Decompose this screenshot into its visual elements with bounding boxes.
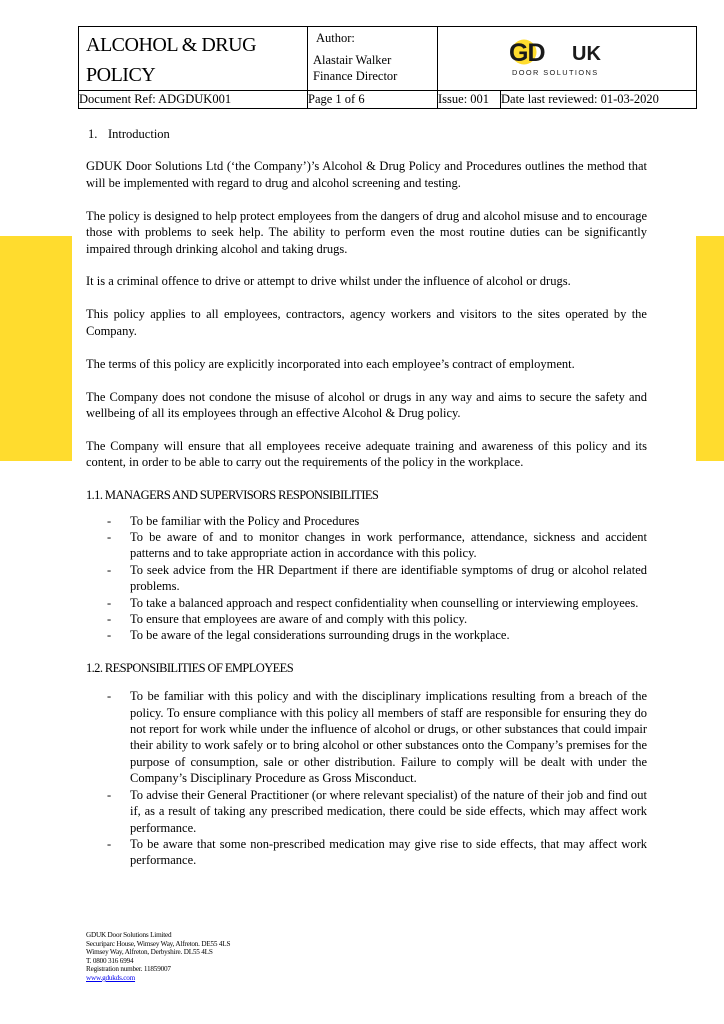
list-dash: - bbox=[107, 612, 112, 627]
list-item-text: To advise their General Practitioner (or where relevant specialist) of the nature of their job and find out if, as a result of taking any prescribed medication, there could be side effects, which may affect work performance. bbox=[130, 787, 647, 835]
title-line-1: ALCOHOL & DRUG bbox=[86, 34, 257, 56]
list-item-text: To be aware that some non-prescribed medication may give rise to side effects, that may affect work performance. bbox=[130, 836, 647, 868]
list-dash: - bbox=[107, 562, 112, 577]
list-item-text: To take a balanced approach and respect confidentiality when counselling or interviewing employees. bbox=[130, 595, 639, 610]
list-dash: - bbox=[107, 530, 112, 544]
list-item-text: To be familiar with this policy and with the disciplinary implications resulting from a breach of the policy. To ensure compliance with this policy all members of staff are responsible for ensuring they do not report for work while under the influence of alcohol or drugs, or other substances that could impair their ability to work safely or to bring alcohol or other substances onto the Company’s premises for the purpose of consumption, sale or other distribution. Failure to comply will be dealt with under the Company’s Disciplinary Procedure as Gross Misconduct. bbox=[130, 689, 647, 786]
list-item bbox=[86, 688, 647, 786]
author-name: Alastair Walker bbox=[313, 53, 392, 67]
managers-responsibilities-list bbox=[86, 513, 647, 644]
page-number: Page 1 of 6 bbox=[308, 91, 438, 109]
intro-paragraph: The terms of this policy are explicitly incorporated into each employee’s contract of employment. bbox=[86, 356, 575, 371]
intro-paragraph: This policy applies to all employees, contractors, agency workers and visitors to the sites operated by the Company. bbox=[86, 307, 647, 338]
list-item bbox=[86, 611, 647, 627]
list-dash: - bbox=[107, 836, 112, 851]
list-item bbox=[86, 562, 647, 595]
list-item-text: To be aware of and to monitor changes in work performance, attendance, sickness and accident patterns and to take appropriate action in accordance with this policy. bbox=[130, 530, 647, 561]
issue-number: Issue: 001 bbox=[438, 91, 501, 109]
intro-heading bbox=[88, 126, 647, 142]
list-item-text: To ensure that employees are aware of and comply with this policy. bbox=[130, 612, 468, 627]
employee-responsibilities-list bbox=[86, 688, 647, 868]
footer-registration: Registration number. 11859007 bbox=[86, 965, 171, 974]
intro-paragraph: It is a criminal offence to drive or attempt to drive whilst under the influence of alcohol or drugs. bbox=[86, 274, 571, 289]
intro-paragraph: GDUK Door Solutions Ltd (‘the Company’)’s Alcohol & Drug Policy and Procedures outlines the method that will be implemented with regard to drug and alcohol screening and testing. bbox=[86, 159, 647, 190]
footer-phone: T. 0800 316 6994 bbox=[86, 956, 134, 965]
intro-paragraph: The Company will ensure that all employees receive adequate training and awareness of this policy and its content, in order to be able to carry out the requirements of the policy in the workplace. bbox=[86, 438, 647, 470]
gduk-logo bbox=[508, 37, 626, 79]
list-item-text: To be aware of the legal considerations surrounding drugs in the workplace. bbox=[130, 628, 510, 643]
list-item bbox=[86, 513, 647, 529]
intro-heading-text: Introduction bbox=[108, 127, 170, 141]
author-cell bbox=[308, 27, 438, 91]
document-body bbox=[86, 126, 647, 879]
accent-bar-right bbox=[696, 236, 724, 461]
section-1-1-heading: 1.1. MANAGERS AND SUPERVISORS RESPONSIBILITIES bbox=[86, 488, 379, 503]
intro-paragraph: The policy is designed to help protect employees from the dangers of drug and alcohol misuse and to encourage those with problems to seek help. The ability to perform even the most routine duties can be significantly impaired through drinking alcohol and taking drugs. bbox=[86, 208, 647, 256]
list-dash: - bbox=[107, 628, 112, 643]
logo-cell bbox=[438, 27, 697, 91]
document-header-table bbox=[78, 26, 697, 109]
list-dash: - bbox=[107, 513, 112, 528]
list-item bbox=[86, 627, 647, 643]
page-footer bbox=[86, 931, 230, 983]
logo-text-uk: UK bbox=[572, 43, 601, 65]
document-ref: Document Ref: ADGDUK001 bbox=[79, 91, 308, 109]
list-item bbox=[86, 787, 647, 836]
logo-text-gd: GD bbox=[509, 39, 545, 67]
date-reviewed: Date last reviewed: 01-03-2020 bbox=[501, 91, 697, 109]
intro-paragraph: The Company does not condone the misuse of alcohol or drugs in any way and aims to secure the safety and wellbeing of all its employees through an effective Alcohol & Drug policy. bbox=[86, 389, 647, 420]
list-dash: - bbox=[107, 787, 112, 802]
list-item bbox=[86, 836, 647, 869]
section-1-2-heading: 1.2. RESPONSIBILITIES OF EMPLOYEES bbox=[86, 660, 294, 675]
document-title bbox=[79, 27, 307, 90]
list-item-text: To be familiar with the Policy and Procedures bbox=[130, 513, 360, 528]
footer-address-1: Securiparc House, Wimsey Way, Alfreton. DE55 4LS bbox=[86, 939, 231, 948]
list-item bbox=[86, 595, 647, 611]
footer-website-link[interactable]: www.gdukds.com bbox=[86, 973, 136, 982]
list-item bbox=[86, 529, 647, 562]
logo-tagline: DOOR SOLUTIONS bbox=[512, 68, 599, 77]
accent-bar-left bbox=[0, 236, 72, 461]
author-role: Finance Director bbox=[313, 69, 398, 83]
author-label: Author: bbox=[316, 31, 355, 45]
list-item-text: To seek advice from the HR Department if there are identifiable symptoms of drug or alcohol related problems. bbox=[130, 562, 647, 594]
list-dash: - bbox=[107, 689, 112, 704]
intro-number: 1. bbox=[88, 127, 98, 141]
footer-address-2: Wimsey Way, Alfreton, Derbyshire. DL55 4LS bbox=[86, 948, 213, 957]
list-dash: - bbox=[107, 595, 112, 610]
title-line-2: POLICY bbox=[86, 64, 156, 86]
footer-company: GDUK Door Solutions Limited bbox=[86, 931, 172, 939]
title-cell bbox=[79, 27, 308, 91]
